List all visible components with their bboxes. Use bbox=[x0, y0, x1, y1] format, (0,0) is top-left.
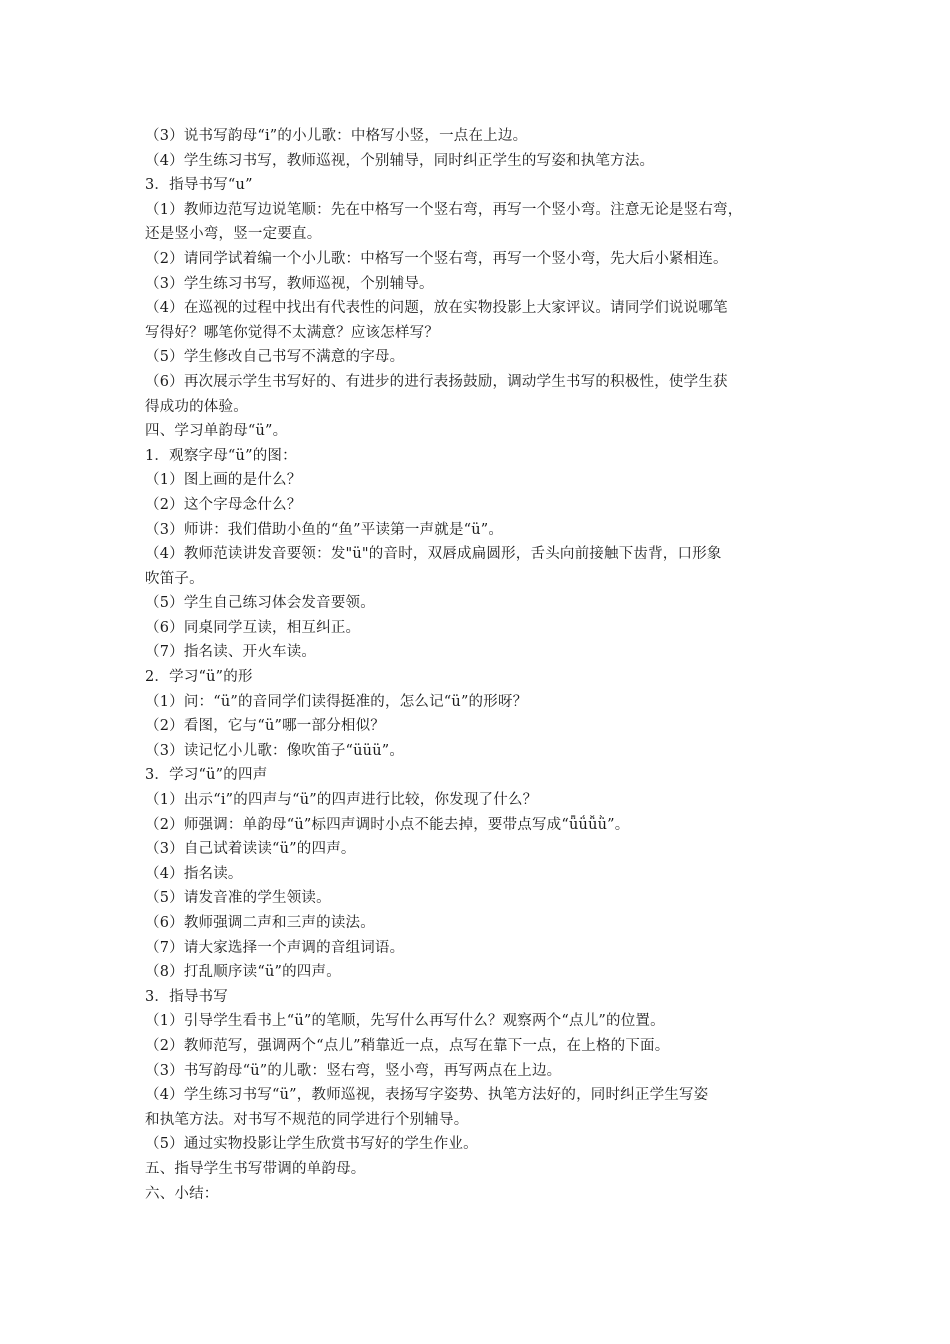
section-heading: 四、学习单韵母“ü”。 bbox=[145, 423, 288, 440]
text-line: 和执笔方法。对书写不规范的同学进行个别辅导。 bbox=[145, 1111, 469, 1128]
text-line: （2）看图，它与“ü”哪一部分相似？ bbox=[145, 718, 385, 735]
text-line: （4）指名读。 bbox=[145, 865, 243, 882]
text-line: （2）教师范写，强调两个“点儿”稍靠近一点，点写在靠下一点，在上格的下面。 bbox=[145, 1037, 670, 1054]
text-line: （6）再次展示学生书写好的、有进步的进行表扬鼓励，调动学生书写的积极性，使学生获 bbox=[145, 373, 728, 390]
subsection-heading: 1．观察字母“ü”的图： bbox=[145, 447, 297, 464]
section-heading: 六、小结： bbox=[145, 1185, 219, 1202]
text-line: 还是竖小弯，竖一定要直。 bbox=[145, 226, 322, 243]
text-line: （1）图上画的是什么？ bbox=[145, 472, 302, 489]
text-line: （3）学生练习书写，教师巡视，个别辅导。 bbox=[145, 275, 434, 292]
text-line: （5）学生修改自己书写不满意的字母。 bbox=[145, 349, 405, 366]
text-line: （3）读记忆小儿歌：像吹笛子“üüü”。 bbox=[145, 742, 405, 759]
text-line: （1）问：“ü”的音同学们读得挺准的，怎么记“ü”的形呀？ bbox=[145, 693, 528, 710]
text-line: （1）出示“i”的四声与“ü”的四声进行比较，你发现了什么？ bbox=[145, 792, 538, 809]
text-line: （5）学生自己练习体会发音要领。 bbox=[145, 595, 375, 612]
document-page bbox=[145, 124, 815, 1206]
subsection-heading: 2．学习“ü”的形 bbox=[145, 669, 253, 686]
text-line: 写得好？哪笔你觉得不太满意？应该怎样写？ bbox=[145, 324, 439, 341]
text-line: （5）通过实物投影让学生欣赏书写好的学生作业。 bbox=[145, 1136, 478, 1153]
text-line: （6）同桌同学互读，相互纠正。 bbox=[145, 619, 361, 636]
text-line: （4）在巡视的过程中找出有代表性的问题，放在实物投影上大家评议。请同学们说说哪笔 bbox=[145, 300, 728, 317]
text-line: （5）请发音准的学生领读。 bbox=[145, 890, 331, 907]
text-line: （6）教师强调二声和三声的读法。 bbox=[145, 915, 375, 931]
text-line: （1）引导学生看书上“ü”的笔顺，先写什么再写什么？观察两个“点儿”的位置。 bbox=[145, 1013, 665, 1030]
text-line: （3）说书写韵母“i”的小儿歌：中格写小竖，一点在上边。 bbox=[145, 128, 528, 144]
text-line: （3）书写韵母“ü”的儿歌：竖右弯，竖小弯，再写两点在上边。 bbox=[145, 1062, 562, 1079]
text-line: （4）学生练习书写“ü”，教师巡视，表扬写字姿势、执笔方法好的，同时纠正学生写姿 bbox=[145, 1087, 709, 1104]
text-line: （2）师强调：单韵母“ü”标四声调时小点不能去掉，要带点写成“ǖǘǚǜ”。 bbox=[145, 816, 630, 833]
subsection-heading: 3．学习“ü”的四声 bbox=[145, 767, 268, 784]
text-line: （1）教师边范写边说笔顺：先在中格写一个竖右弯，再写一个竖小弯。注意无论是竖右弯， bbox=[145, 201, 743, 218]
text-line: （7）指名读、开火车读。 bbox=[145, 644, 317, 661]
text-line: （4）教师范读讲发音要领：发"ü"的音时，双唇成扁圆形，舌头向前接触下齿背，口形象 bbox=[145, 546, 722, 563]
text-line: 得成功的体验。 bbox=[145, 398, 248, 415]
text-line: 吹笛子。 bbox=[145, 570, 204, 587]
text-line: （2）请同学试着编一个小儿歌：中格写一个竖右弯，再写一个竖小弯，先大后小紧相连。 bbox=[145, 250, 728, 267]
text-line: （2）这个字母念什么？ bbox=[145, 496, 302, 513]
text-line: （3）自己试着读读“ü”的四声。 bbox=[145, 841, 356, 858]
section-heading: 五、指导学生书写带调的单韵母。 bbox=[145, 1160, 366, 1177]
section-heading: 3．指导书写“u” bbox=[145, 177, 253, 194]
text-line: （7）请大家选择一个声调的音组词语。 bbox=[145, 939, 405, 956]
text-line: （3）师讲：我们借助小鱼的“鱼”平读第一声就是“ü”。 bbox=[145, 521, 504, 538]
subsection-heading: 3．指导书写 bbox=[145, 988, 228, 1005]
text-line: （4）学生练习书写，教师巡视，个别辅导，同时纠正学生的写姿和执笔方法。 bbox=[145, 152, 655, 169]
text-line: （8）打乱顺序读“ü”的四声。 bbox=[145, 964, 341, 981]
